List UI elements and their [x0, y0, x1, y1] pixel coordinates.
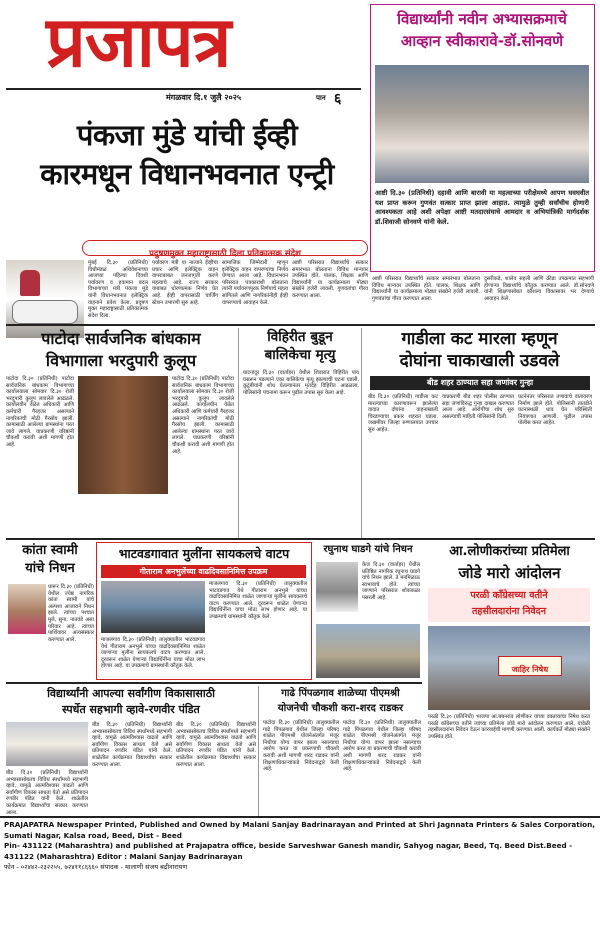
lead-col3: सामाजिक जिम्मेदारी म्हणून इलेक्ट्रिक वाहन वापरण्याचा निर्णय घेण्यात आला आहे. विधानभवन परिसरात पत्रकारांशी बोलताना त्यांनी पर्यावरणपूरक निर्णयाचे महत्व सांगितले आणि नागरिकांनीही ईव्ही वापरण्याचे आवाहन केले.: [222, 260, 288, 306]
loni-body: परळी दि.३० (प्रतिनिधी) भाजपा आ.बबनराव लोणीकर यांच्या वक्तव्याचा निषेध करत परळी काँग्रेसच्या वतीने त्यांच्या प्रतिमेला जोडे मारो आंदोलन करण्यात आले. यावेळी तहसीलदारांना निवेदन देऊन कारवाईची मागणी करण्यात आली. कार्यकर्ते मोठ्या संख्येने उपस्थित होते.: [428, 714, 590, 740]
patoda-headline-line1: पाटोदा सार्वजनिक बांधकाम: [41, 329, 201, 348]
patoda-photo-door: [78, 376, 168, 494]
gadhe-headline-line1: गाढे पिंपळगाव शाळेच्या पीएमश्री: [281, 688, 400, 699]
top-right-headline-line1: विद्यार्थ्यांनी नवीन अभ्यासक्रमाचे: [397, 10, 567, 28]
page-number: ६: [334, 91, 342, 107]
vihir-body: घाटनांदूर दि.३० (वार्ताहर) येथील शिवारात विहिरीत पाय घसरून पडल्याने एका बालिकेचा मृत्यू झाल्याची घटना घडली. कुटुंबीयांनी शोध घेतल्यानंतर मृतदेह विहिरीत आढळला. पोलिसांनी पंचनामा करून पुढील तपास सुरु केला आहे.: [243, 370, 359, 396]
vihir-headline-line1: विहिरीत बुडून: [267, 329, 333, 345]
raghunath-headline: रघुनाथ घाडगे यांचे निधन: [323, 544, 413, 555]
masthead-rule: [6, 88, 361, 90]
gadi-col3: घटनेनंतर परिसरात तणावाचे वातावरण निर्माण झाले होते. पोलिसांनी तातडीने घटनास्थळी धाव घेत परिस्थिती नियंत्रणात आणली. पुढील तपास पोलीस करत आहेत.: [518, 394, 592, 427]
divider-1: [6, 324, 595, 326]
students-headline-line1: विद्यार्थ्यांनी आपल्या सर्वांगीण विकासासाठी: [47, 687, 215, 700]
right-col-a: आष्टी परिसरात विद्यार्थ्यांचे सत्कार समारंभात बोलताना विविध मान्यवर उपस्थित होते. पालक, शिक्षक आणि विद्यार्थ्यांनी या कार्यक्रमाला मोठ्या संख्येने हजेरी लावली. गुणवंतांचा गौरव करण्यात आला.: [372, 276, 480, 302]
gadhe-body-2: पाटोदा दि.३० (प्रतिनिधी) तालुक्यातील गाढे पिंपळगाव येथील जिल्हा परिषद शाळेत पीएमश्री योजनेअंतर्गत मंजूर निधीचा योग्य वापर झाला नसल्याचा आरोप करत या प्रकरणाची चौकशी करावी अशी मागणी शरद राडकर यांनी शिक्षणाधिकाऱ्यांकडे निवेदनाद्वारे केली आहे.: [343, 720, 421, 773]
lead-photo-car: [6, 260, 84, 338]
story-patoda: [6, 328, 236, 538]
story-kanta: [6, 542, 94, 680]
loni-subhead-line2: तहसीलदारांना निवेदन: [471, 606, 546, 617]
bhatvadgaon-body-2: माजलगाव दि.३० (प्रतिनिधी) तालुक्यातील भाटवडगाव येथे गीताराम अनभुले यांच्या वाढदिवसानिमित्त शाळेत जाणाऱ्या मुलींना सायकलचे वाटप करण्यात आले. दूरवरून शाळेत येणाऱ्या विद्यार्थिनींना याचा मोठा लाभ होणार आहे. या उपक्रमाचे ग्रामस्थांनी कौतुक केले.: [101, 637, 205, 670]
page-label: पान: [316, 94, 326, 102]
lead-subhead-box: [82, 240, 368, 259]
lead-headline-line2: कारमधून विधानभवनात एन्ट्री: [40, 157, 334, 191]
lead-col2: पर्यावरण मंत्री या नात्याने ईव्हीचा प्रचार आणि इलेक्ट्रिक वाहन वापराबाबत जनजागृती करणे महत्वाचे आहे. राज्य सरकार याबाबत धोरणात्मक निर्णय घेत आहे. ईव्ही वापरासाठी चार्जिंग स्टेशन उभारणी सुरु आहे.: [152, 260, 218, 306]
divider-3: [6, 682, 422, 684]
loni-banner-text: जाहिर निषेध: [511, 665, 549, 674]
bhatvadgaon-headline: भाटवडगावात मुलींना सायकलचे वाटप: [118, 546, 290, 561]
students-body: बीड दि.३० (प्रतिनिधी) विद्यार्थ्यांनी अभ्यासासोबतच विविध स्पर्धांमध्ये सहभागी व्हावे, यामुळे आत्मविश्वास वाढतो आणि सर्वांगीण विकास साधता येतो असे प्रतिपादन रणवीर पंडित यांनी केले. शाळेतील कार्यक्रमात विद्यार्थ्यांचा सत्कार करण्यात आला.: [92, 722, 172, 768]
gadhe-headline-line2: योजनेची चौकशी करा-शरद राडकर: [277, 703, 404, 714]
gadi-headline-line1: गाडीला कट मारला म्हणून: [401, 329, 558, 349]
patoda-body: पाटोदा दि.३० (प्रतिनिधी) पाटोदा सार्वजनिक बांधकाम विभागाच्या कार्यालयाला सोमवार दि.३० रोजी भरदुपारी कुलूप लावलेले आढळले. कार्यालयीन वेळेत अधिकारी आणि कर्मचारी गैरहजर असल्याने नागरिकांची मोठी गैरसोय झाली. कामासाठी आलेल्या ग्रामस्थांना परत जावे लागले. याप्रकरणी वरिष्ठांनी चौकशी करावी अशी मागणी होत आहे.: [6, 376, 74, 448]
story-students: [6, 686, 256, 816]
lead-headline-line1: पंकजा मुंडे यांची ईव्ही: [76, 118, 298, 152]
right-col-b: दुसरीकडे, शालेय सहली आणि क्रीडा उपक्रमात सहभागी होणाऱ्या विद्यार्थ्यांचे कौतुक करण्यात आले. डॉ.सोनवणे यांनी शिक्षणासोबत कौशल्य विकासावर भर देण्याचे आवाहन केले.: [484, 276, 594, 302]
loni-headline-line1: आ.लोणीकरांच्या प्रतिमेला: [449, 544, 570, 559]
divider-2: [6, 538, 595, 540]
story-gadi: [364, 328, 595, 538]
loni-subhead: [428, 588, 590, 622]
students-group-photo: [375, 65, 589, 183]
kanta-headline-line2: यांचे निधन: [25, 561, 75, 576]
story-bhatvadgaon: [96, 542, 312, 680]
story-loni: [424, 542, 595, 810]
footer-line3: फोन - ०२४४२-२३२२५५, ७२४११८६६६० संपादक - मालाणी संजय बद्रीनारायण: [4, 863, 188, 871]
loni-protest-photo: [428, 626, 590, 710]
kanta-photo: [8, 584, 46, 634]
gadi-col1: बीड दि.३० (प्रतिनिधी) गाडीला कट मारल्याच्या कारणावरून झालेल्या वादात दोघांना वाहनाखाली चिरडण्याचा प्रकार शहरात घडला. जखमींवर जिल्हा रुग्णालयात उपचार सुरु आहेत.: [368, 394, 438, 433]
kanta-body: धारूर दि.३० (प्रतिनिधी) येथील ज्येष्ठ नागरिक कांता स्वामी यांचे अल्पशा आजाराने निधन झाले. त्यांच्या पश्चात मुले, सुना, नातवंडे असा परिवार आहे. त्यांच्या पार्थिवावर अंत्यसंस्कार करण्यात आले.: [48, 584, 94, 643]
students-headline-line2: स्पर्धेत सहभागी व्हावे-रणवीर पंडित: [62, 703, 200, 716]
lead-col3b: आष्टी परिसरात विद्यार्थ्यांचे सत्कार समारंभात बोलताना विविध मान्यवर उपस्थित होते. पालक, शिक्षक आणि विद्यार्थ्यांनी या कार्यक्रमाला मोठ्या संख्येने हजेरी लावली. गुणवंतांचा गौरव करण्यात आला.: [292, 260, 368, 299]
masthead: [6, 0, 366, 114]
footer-rule: [0, 816, 600, 818]
patoda-headline-line2: विभागाला भरदुपारी कुलूप: [45, 351, 197, 370]
gadi-headline-line2: दोघांना चाकाखाली उडवले: [399, 351, 560, 371]
bhatvadgaon-photo-bicycles: [101, 581, 205, 633]
vihir-headline-line2: बालिकेचा मृत्यु: [264, 347, 336, 363]
loni-headline-line2: जोडे मारो आंदोलन: [458, 564, 561, 582]
footer: [4, 820, 596, 940]
footer-line2: Pin- 431122 (Maharashtra) and published at Prajapatra office, beside Sarveshwar Ganesh mandir, Sahyog nagar, Beed, Tq. Beed Dist.Beed - 431122 (Maharashtra) Editor : Malani Sanjay Badrinarayan: [4, 841, 573, 861]
top-right-headline: [371, 5, 593, 63]
gadhe-body: पाटोदा दि.३० (प्रतिनिधी) तालुक्यातील गाढे पिंपळगाव येथील जिल्हा परिषद शाळेत पीएमश्री योजनेअंतर्गत मंजूर निधीचा योग्य वापर झाला नसल्याचा आरोप करत या प्रकरणाची चौकशी करावी अशी मागणी शरद राडकर यांनी शिक्षणाधिकाऱ्यांकडे निवेदनाद्वारे केली आहे.: [263, 720, 339, 773]
footer-line1: PRAJAPATRA Newspaper Printed, Published and Owned by Malani Sanjay Badrinarayan and Printed at Shri Jagnnata Printers & Sales Corporation, Sumati Nagar, Kalsa road, Beed, Dist - Beed: [4, 820, 595, 840]
story-vihir: [238, 328, 362, 538]
lead-subhead: प्रदुषणमुक्त महाराष्ट्रासाठी दिला प्रतिकात्मक संदेश: [149, 249, 301, 259]
story-raghunath: [314, 542, 422, 680]
students-body-3: बीड दि.३० (प्रतिनिधी) विद्यार्थ्यांनी अभ्यासासोबतच विविध स्पर्धांमध्ये सहभागी व्हावे, यामुळे आत्मविश्वास वाढतो आणि सर्वांगीण विकास साधता येतो असे प्रतिपादन रणवीर पंडित यांनी केले. शाळेतील कार्यक्रमात विद्यार्थ्यांचा सत्कार करण्यात आला.: [6, 770, 88, 816]
raghunath-event-photo: [316, 624, 420, 678]
raghunath-body: केज दि.३० (वार्ताहर) येथील प्रतिष्ठित नागरिक रघुनाथ घाडगे यांचे निधन झाले. ते मनमिळाऊ स्वभावाचे होते. त्यांच्या जाण्याने परिसरात शोककळा पसरली आहे.: [362, 562, 420, 601]
gadi-subhead: बीड शहर ठाण्यात सहा जणांवर गुन्हा: [370, 376, 590, 390]
students-body-2: बीड दि.३० (प्रतिनिधी) विद्यार्थ्यांनी अभ्यासासोबतच विविध स्पर्धांमध्ये सहभागी व्हावे, यामुळे आत्मविश्वास वाढतो आणि सर्वांगीण विकास साधता येतो असे प्रतिपादन रणवीर पंडित यांनी केले. शाळेतील कार्यक्रमात विद्यार्थ्यांचा सत्कार करण्यात आला.: [176, 722, 256, 768]
raghunath-photo: [316, 562, 358, 612]
loni-subhead-line1: परळी काँग्रेसच्या वतीने: [470, 590, 548, 601]
top-right-headline-line2: आव्हान स्वीकारावे-डॉ.सोनवणे: [400, 32, 564, 50]
lead-col1: मुंबई दि.३० (प्रतिनिधी) विधीमंडळ अधिवेशनाच्या आजच्या पहिल्या दिवशी पर्यावरण व हवामान बदल विभागाच्या मंत्री पंकजा मुंडे यांनी विधानभवनात इलेक्ट्रिक वाहनाने प्रवेश केला. प्रदूषण मुक्त महाराष्ट्रासाठी प्रतिकात्मक संदेश दिला.: [88, 260, 148, 319]
bhatvadgaon-body: माजलगाव दि.३० (प्रतिनिधी) तालुक्यातील भाटवडगाव येथे गीताराम अनभुले यांच्या वाढदिवसानिमित्त शाळेत जाणाऱ्या मुलींना सायकलचे वाटप करण्यात आले. दूरवरून शाळेत येणाऱ्या विद्यार्थिनींना याचा मोठा लाभ होणार आहे. या उपक्रमाचे ग्रामस्थांनी कौतुक केले.: [209, 581, 307, 620]
masthead-date: मंगळवार दि.१ जुलै २०२५: [166, 93, 242, 102]
gadi-col2: याप्रकरणी बीड शहर पोलीस ठाण्यात सहा जणांविरुद्ध गुन्हा दाखल करण्यात आला आहे. आरोपींचा शोध सुरु असल्याची माहिती पोलिसांनी दिली.: [442, 394, 514, 420]
students-photo: [6, 722, 88, 766]
bhatvadgaon-subhead: गीताराम अनभुलेंच्या वाढदिवसानिमित्त उपक्रम: [101, 565, 306, 578]
story-gadhe: [258, 686, 422, 816]
top-right-story: [370, 4, 595, 272]
top-right-body: आष्टी दि.३० (प्रतिनिधी) दहावी आणि बारावी या महत्वाच्या परीक्षेमध्ये आपण घवघवीत यश प्राप्त करून गुणवंत सत्कार प्राप्त झाला आहात. त्यामुळे तुम्ही सर्वांचीच होणारी आवश्यकता आहे अशी अपेक्षा आष्टी मतदारसंघाचे आमदार व अभियांत्रिकी मार्गदर्शक डॉ.शिवाजी सोनवणे यांनी केले.: [375, 189, 589, 226]
loni-banner: [498, 656, 562, 676]
masthead-title: प्रजापत्र: [46, 0, 231, 83]
patoda-body-2: पाटोदा दि.३० (प्रतिनिधी) पाटोदा सार्वजनिक बांधकाम विभागाच्या कार्यालयाला सोमवार दि.३० रोजी भरदुपारी कुलूप लावलेले आढळले. कार्यालयीन वेळेत अधिकारी आणि कर्मचारी गैरहजर असल्याने नागरिकांची मोठी गैरसोय झाली. कामासाठी आलेल्या ग्रामस्थांना परत जावे लागले. याप्रकरणी वरिष्ठांनी चौकशी करावी अशी मागणी होत आहे.: [172, 376, 234, 455]
kanta-headline-line1: कांता स्वामी: [22, 543, 78, 558]
